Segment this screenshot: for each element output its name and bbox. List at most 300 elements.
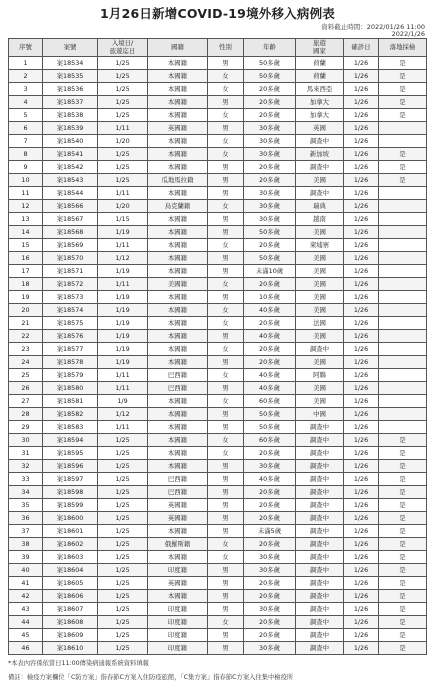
cell-arrival-test: 是 <box>379 603 427 616</box>
cell-age: 50多歲 <box>244 70 296 83</box>
cell-confirm-date: 1/26 <box>344 421 379 434</box>
cell-case-no: 案18544 <box>43 187 98 200</box>
cell-case-no: 案18597 <box>43 473 98 486</box>
cell-age: 10多歲 <box>244 291 296 304</box>
cell-sex: 男 <box>208 408 244 421</box>
cell-sex: 女 <box>208 395 244 408</box>
cell-case-no: 案18583 <box>43 421 98 434</box>
cell-nationality: 本國籍 <box>148 96 208 109</box>
cell-nationality: 印度籍 <box>148 642 208 655</box>
cell-serial: 17 <box>9 265 43 278</box>
cell-sex: 女 <box>208 304 244 317</box>
cell-arrival-test <box>379 122 427 135</box>
cell-entry-date: 1/25 <box>98 473 148 486</box>
cell-age: 20多歲 <box>244 538 296 551</box>
cell-confirm-date: 1/26 <box>344 174 379 187</box>
cell-sex: 女 <box>208 447 244 460</box>
cell-confirm-date: 1/26 <box>344 447 379 460</box>
cell-arrival-test <box>379 200 427 213</box>
cell-travel-country: 調查中 <box>296 629 344 642</box>
cell-travel-country: 美國 <box>296 395 344 408</box>
cell-travel-country: 美國 <box>296 356 344 369</box>
cell-confirm-date: 1/26 <box>344 603 379 616</box>
cell-nationality: 本國籍 <box>148 57 208 70</box>
cell-travel-country: 調查中 <box>296 616 344 629</box>
cell-case-no: 案18596 <box>43 460 98 473</box>
cell-case-no: 案18572 <box>43 278 98 291</box>
cell-nationality: 本國籍 <box>148 343 208 356</box>
cell-confirm-date: 1/26 <box>344 525 379 538</box>
cell-entry-date: 1/11 <box>98 187 148 200</box>
cell-sex: 男 <box>208 577 244 590</box>
cell-sex: 男 <box>208 421 244 434</box>
cell-age: 30多歲 <box>244 551 296 564</box>
cell-confirm-date: 1/26 <box>344 486 379 499</box>
cell-confirm-date: 1/26 <box>344 330 379 343</box>
cell-confirm-date: 1/26 <box>344 239 379 252</box>
cell-sex: 女 <box>208 83 244 96</box>
cell-serial: 28 <box>9 408 43 421</box>
cell-nationality: 本國籍 <box>148 109 208 122</box>
cell-confirm-date: 1/26 <box>344 512 379 525</box>
cell-case-no: 案18610 <box>43 642 98 655</box>
cell-sex: 男 <box>208 460 244 473</box>
cell-age: 30多歲 <box>244 213 296 226</box>
cell-arrival-test: 是 <box>379 512 427 525</box>
table-row <box>9 330 427 343</box>
cell-arrival-test: 是 <box>379 109 427 122</box>
cell-serial: 13 <box>9 213 43 226</box>
cell-serial: 16 <box>9 252 43 265</box>
cell-serial: 31 <box>9 447 43 460</box>
cell-sex: 女 <box>208 551 244 564</box>
table-row <box>9 226 427 239</box>
cell-entry-date: 1/11 <box>98 421 148 434</box>
cell-serial: 20 <box>9 304 43 317</box>
cell-arrival-test <box>379 187 427 200</box>
cell-nationality: 本國籍 <box>148 226 208 239</box>
cell-entry-date: 1/11 <box>98 278 148 291</box>
cell-entry-date: 1/25 <box>98 577 148 590</box>
cell-entry-date: 1/25 <box>98 460 148 473</box>
header-nationality: 國籍 <box>148 39 208 57</box>
cell-nationality: 巴西籍 <box>148 486 208 499</box>
table-row <box>9 57 427 70</box>
cell-case-no: 案18602 <box>43 538 98 551</box>
cell-age: 40多歲 <box>244 330 296 343</box>
cell-arrival-test: 是 <box>379 577 427 590</box>
cell-travel-country: 阿聯 <box>296 369 344 382</box>
cell-serial: 33 <box>9 473 43 486</box>
cell-arrival-test: 是 <box>379 434 427 447</box>
cell-sex: 女 <box>208 343 244 356</box>
cell-confirm-date: 1/26 <box>344 460 379 473</box>
cell-sex: 男 <box>208 226 244 239</box>
table-row <box>9 434 427 447</box>
cell-nationality: 本國籍 <box>148 304 208 317</box>
cell-sex: 女 <box>208 239 244 252</box>
cell-serial: 46 <box>9 642 43 655</box>
cell-case-no: 案18599 <box>43 499 98 512</box>
cell-serial: 18 <box>9 278 43 291</box>
cell-case-no: 案18539 <box>43 122 98 135</box>
cell-travel-country: 美國 <box>296 174 344 187</box>
cell-case-no: 案18536 <box>43 83 98 96</box>
table-row <box>9 395 427 408</box>
cell-case-no: 案18541 <box>43 148 98 161</box>
cell-nationality: 本國籍 <box>148 135 208 148</box>
table-row <box>9 525 427 538</box>
cell-age: 20多歲 <box>244 239 296 252</box>
cell-entry-date: 1/25 <box>98 590 148 603</box>
table-row <box>9 96 427 109</box>
table-row <box>9 564 427 577</box>
table-row <box>9 174 427 187</box>
table-row <box>9 239 427 252</box>
cell-nationality: 本國籍 <box>148 421 208 434</box>
cell-sex: 女 <box>208 135 244 148</box>
cell-case-no: 案18581 <box>43 395 98 408</box>
cell-entry-date: 1/25 <box>98 70 148 83</box>
cell-age: 50多歲 <box>244 252 296 265</box>
table-row <box>9 135 427 148</box>
cell-case-no: 案18568 <box>43 226 98 239</box>
cell-confirm-date: 1/26 <box>344 291 379 304</box>
cell-serial: 12 <box>9 200 43 213</box>
cell-entry-date: 1/25 <box>98 83 148 96</box>
cell-case-no: 案18579 <box>43 369 98 382</box>
cell-confirm-date: 1/26 <box>344 473 379 486</box>
cell-nationality: 本國籍 <box>148 551 208 564</box>
cell-travel-country: 越南 <box>296 213 344 226</box>
cell-case-no: 案18575 <box>43 317 98 330</box>
cell-confirm-date: 1/26 <box>344 148 379 161</box>
cell-nationality: 印度籍 <box>148 616 208 629</box>
cell-sex: 女 <box>208 616 244 629</box>
cell-serial: 19 <box>9 291 43 304</box>
table-row <box>9 200 427 213</box>
cell-arrival-test <box>379 265 427 278</box>
table-row <box>9 473 427 486</box>
table-row <box>9 616 427 629</box>
cell-sex: 女 <box>208 317 244 330</box>
cell-confirm-date: 1/26 <box>344 304 379 317</box>
cell-confirm-date: 1/26 <box>344 395 379 408</box>
cell-age: 40多歲 <box>244 304 296 317</box>
cell-travel-country: 美國 <box>296 278 344 291</box>
table-row <box>9 291 427 304</box>
cell-serial: 37 <box>9 525 43 538</box>
cell-arrival-test <box>379 395 427 408</box>
cell-age: 60多歲 <box>244 395 296 408</box>
cell-sex: 男 <box>208 603 244 616</box>
cell-serial: 30 <box>9 434 43 447</box>
cell-sex: 男 <box>208 382 244 395</box>
table-row <box>9 148 427 161</box>
cell-arrival-test <box>379 408 427 421</box>
cell-nationality: 本國籍 <box>148 330 208 343</box>
header-confirm-date: 確診日 <box>344 39 379 57</box>
table-row <box>9 369 427 382</box>
table-row <box>9 408 427 421</box>
cell-sex: 男 <box>208 57 244 70</box>
cell-arrival-test <box>379 291 427 304</box>
cell-confirm-date: 1/26 <box>344 122 379 135</box>
cell-case-no: 案18534 <box>43 57 98 70</box>
cell-age: 20多歲 <box>244 278 296 291</box>
cell-serial: 29 <box>9 421 43 434</box>
cell-case-no: 案18600 <box>43 512 98 525</box>
cell-entry-date: 1/25 <box>98 629 148 642</box>
cell-travel-country: 美國 <box>296 252 344 265</box>
cell-entry-date: 1/11 <box>98 382 148 395</box>
header-case-no: 案號 <box>43 39 98 57</box>
cell-case-no: 案18604 <box>43 564 98 577</box>
cell-confirm-date: 1/26 <box>344 161 379 174</box>
cell-serial: 40 <box>9 564 43 577</box>
cell-sex: 男 <box>208 252 244 265</box>
cell-nationality: 英國籍 <box>148 512 208 525</box>
cell-entry-date: 1/12 <box>98 408 148 421</box>
cell-age: 50多歲 <box>244 226 296 239</box>
cell-sex: 男 <box>208 642 244 655</box>
cell-nationality: 巴西籍 <box>148 473 208 486</box>
cell-entry-date: 1/25 <box>98 538 148 551</box>
table-row <box>9 83 427 96</box>
cell-confirm-date: 1/26 <box>344 551 379 564</box>
cell-entry-date: 1/11 <box>98 122 148 135</box>
table-row <box>9 304 427 317</box>
table-row <box>9 551 427 564</box>
cell-case-no: 案18543 <box>43 174 98 187</box>
cell-travel-country: 調查中 <box>296 460 344 473</box>
cell-arrival-test: 是 <box>379 590 427 603</box>
cell-travel-country: 美國 <box>296 330 344 343</box>
cell-entry-date: 1/19 <box>98 304 148 317</box>
cell-case-no: 案18537 <box>43 96 98 109</box>
cell-nationality: 本國籍 <box>148 148 208 161</box>
cell-nationality: 本國籍 <box>148 239 208 252</box>
cell-case-no: 案18567 <box>43 213 98 226</box>
cell-confirm-date: 1/26 <box>344 109 379 122</box>
cell-age: 20多歲 <box>244 629 296 642</box>
header-age: 年齡 <box>244 39 296 57</box>
cell-entry-date: 1/25 <box>98 434 148 447</box>
cell-serial: 1 <box>9 57 43 70</box>
cell-sex: 女 <box>208 109 244 122</box>
cell-case-no: 案18578 <box>43 356 98 369</box>
cell-serial: 43 <box>9 603 43 616</box>
cell-sex: 男 <box>208 161 244 174</box>
cell-age: 20多歲 <box>244 486 296 499</box>
cell-entry-date: 1/25 <box>98 642 148 655</box>
cell-sex: 女 <box>208 148 244 161</box>
cell-serial: 24 <box>9 356 43 369</box>
cell-age: 30多歲 <box>244 642 296 655</box>
cell-confirm-date: 1/26 <box>344 577 379 590</box>
table-row <box>9 317 427 330</box>
cell-entry-date: 1/25 <box>98 161 148 174</box>
table-body <box>9 57 427 655</box>
cell-serial: 6 <box>9 122 43 135</box>
cell-travel-country: 美國 <box>296 291 344 304</box>
cell-case-no: 案18538 <box>43 109 98 122</box>
cell-travel-country: 調查中 <box>296 421 344 434</box>
cell-arrival-test <box>379 369 427 382</box>
cell-travel-country: 調查中 <box>296 603 344 616</box>
cell-arrival-test: 是 <box>379 538 427 551</box>
cell-entry-date: 1/25 <box>98 57 148 70</box>
cell-nationality: 烏克蘭籍 <box>148 200 208 213</box>
cell-case-no: 案18601 <box>43 525 98 538</box>
table-row <box>9 122 427 135</box>
cell-travel-country: 調查中 <box>296 499 344 512</box>
cell-nationality: 瓜地馬拉籍 <box>148 174 208 187</box>
cell-sex: 男 <box>208 265 244 278</box>
cell-case-no: 案18594 <box>43 434 98 447</box>
table-row <box>9 499 427 512</box>
cell-confirm-date: 1/26 <box>344 70 379 83</box>
header-sex: 性別 <box>208 39 244 57</box>
cell-arrival-test <box>379 135 427 148</box>
cell-case-no: 案18574 <box>43 304 98 317</box>
cell-age: 30多歲 <box>244 460 296 473</box>
cell-arrival-test: 是 <box>379 96 427 109</box>
cell-travel-country: 調查中 <box>296 564 344 577</box>
table-row <box>9 213 427 226</box>
cell-arrival-test <box>379 278 427 291</box>
table-row <box>9 161 427 174</box>
cell-serial: 10 <box>9 174 43 187</box>
cell-arrival-test: 是 <box>379 642 427 655</box>
table-row <box>9 642 427 655</box>
cell-entry-date: 1/25 <box>98 512 148 525</box>
table-row <box>9 343 427 356</box>
cell-age: 未滿10歲 <box>244 265 296 278</box>
cell-confirm-date: 1/26 <box>344 434 379 447</box>
cell-entry-date: 1/25 <box>98 616 148 629</box>
cell-arrival-test: 是 <box>379 473 427 486</box>
cell-travel-country: 調查中 <box>296 473 344 486</box>
cell-entry-date: 1/25 <box>98 109 148 122</box>
cell-arrival-test: 是 <box>379 629 427 642</box>
cell-nationality: 本國籍 <box>148 408 208 421</box>
cell-sex: 男 <box>208 174 244 187</box>
cell-arrival-test <box>379 317 427 330</box>
cell-sex: 男 <box>208 486 244 499</box>
cell-arrival-test <box>379 356 427 369</box>
cell-entry-date: 1/19 <box>98 317 148 330</box>
cell-serial: 44 <box>9 616 43 629</box>
cell-serial: 32 <box>9 460 43 473</box>
cell-age: 40多歲 <box>244 473 296 486</box>
table-row <box>9 356 427 369</box>
case-table <box>8 38 427 655</box>
cell-travel-country: 調查中 <box>296 642 344 655</box>
cell-age: 50多歲 <box>244 421 296 434</box>
cell-sex: 男 <box>208 525 244 538</box>
cell-serial: 5 <box>9 109 43 122</box>
cell-nationality: 本國籍 <box>148 187 208 200</box>
table-row <box>9 629 427 642</box>
cell-age: 20多歲 <box>244 499 296 512</box>
cell-arrival-test: 是 <box>379 148 427 161</box>
cell-case-no: 案18566 <box>43 200 98 213</box>
cell-serial: 7 <box>9 135 43 148</box>
cell-entry-date: 1/25 <box>98 447 148 460</box>
cell-travel-country: 調查中 <box>296 551 344 564</box>
cell-entry-date: 1/19 <box>98 343 148 356</box>
cell-nationality: 本國籍 <box>148 265 208 278</box>
cell-arrival-test <box>379 421 427 434</box>
cell-confirm-date: 1/26 <box>344 538 379 551</box>
cell-case-no: 案18576 <box>43 330 98 343</box>
cell-serial: 22 <box>9 330 43 343</box>
cell-age: 20多歲 <box>244 577 296 590</box>
cell-serial: 34 <box>9 486 43 499</box>
cell-entry-date: 1/25 <box>98 96 148 109</box>
cell-confirm-date: 1/26 <box>344 317 379 330</box>
cell-age: 未滿5歲 <box>244 525 296 538</box>
cell-confirm-date: 1/26 <box>344 382 379 395</box>
cell-nationality: 印度籍 <box>148 629 208 642</box>
cell-travel-country: 調查中 <box>296 447 344 460</box>
cell-serial: 9 <box>9 161 43 174</box>
cell-serial: 36 <box>9 512 43 525</box>
cell-entry-date: 1/19 <box>98 356 148 369</box>
cell-nationality: 本國籍 <box>148 395 208 408</box>
cell-age: 20多歲 <box>244 590 296 603</box>
cell-age: 20多歲 <box>244 317 296 330</box>
cell-case-no: 案18540 <box>43 135 98 148</box>
table-row <box>9 382 427 395</box>
cell-age: 50多歲 <box>244 408 296 421</box>
cell-serial: 2 <box>9 70 43 83</box>
cell-confirm-date: 1/26 <box>344 200 379 213</box>
cell-nationality: 美國籍 <box>148 278 208 291</box>
cell-entry-date: 1/25 <box>98 148 148 161</box>
cell-nationality: 本國籍 <box>148 590 208 603</box>
table-row <box>9 577 427 590</box>
cell-nationality: 英國籍 <box>148 122 208 135</box>
page-title: 1月26日新增COVID-19境外移入病例表 <box>100 6 335 21</box>
cell-case-no: 案18582 <box>43 408 98 421</box>
table-row <box>9 252 427 265</box>
cell-case-no: 案18580 <box>43 382 98 395</box>
cell-confirm-date: 1/26 <box>344 135 379 148</box>
cell-nationality: 本國籍 <box>148 460 208 473</box>
cell-confirm-date: 1/26 <box>344 252 379 265</box>
cell-age: 30多歲 <box>244 122 296 135</box>
cell-sex: 男 <box>208 330 244 343</box>
cell-confirm-date: 1/26 <box>344 83 379 96</box>
cell-travel-country: 荷蘭 <box>296 70 344 83</box>
cell-arrival-test <box>379 252 427 265</box>
cell-age: 20多歲 <box>244 447 296 460</box>
header-serial: 序號 <box>9 39 43 57</box>
table-row <box>9 538 427 551</box>
cell-travel-country: 荷蘭 <box>296 57 344 70</box>
cell-entry-date: 1/15 <box>98 213 148 226</box>
cell-nationality: 本國籍 <box>148 447 208 460</box>
cell-confirm-date: 1/26 <box>344 96 379 109</box>
cell-confirm-date: 1/26 <box>344 356 379 369</box>
cell-entry-date: 1/9 <box>98 395 148 408</box>
cell-age: 20多歲 <box>244 512 296 525</box>
cell-arrival-test <box>379 239 427 252</box>
cell-case-no: 案18606 <box>43 590 98 603</box>
cell-serial: 27 <box>9 395 43 408</box>
